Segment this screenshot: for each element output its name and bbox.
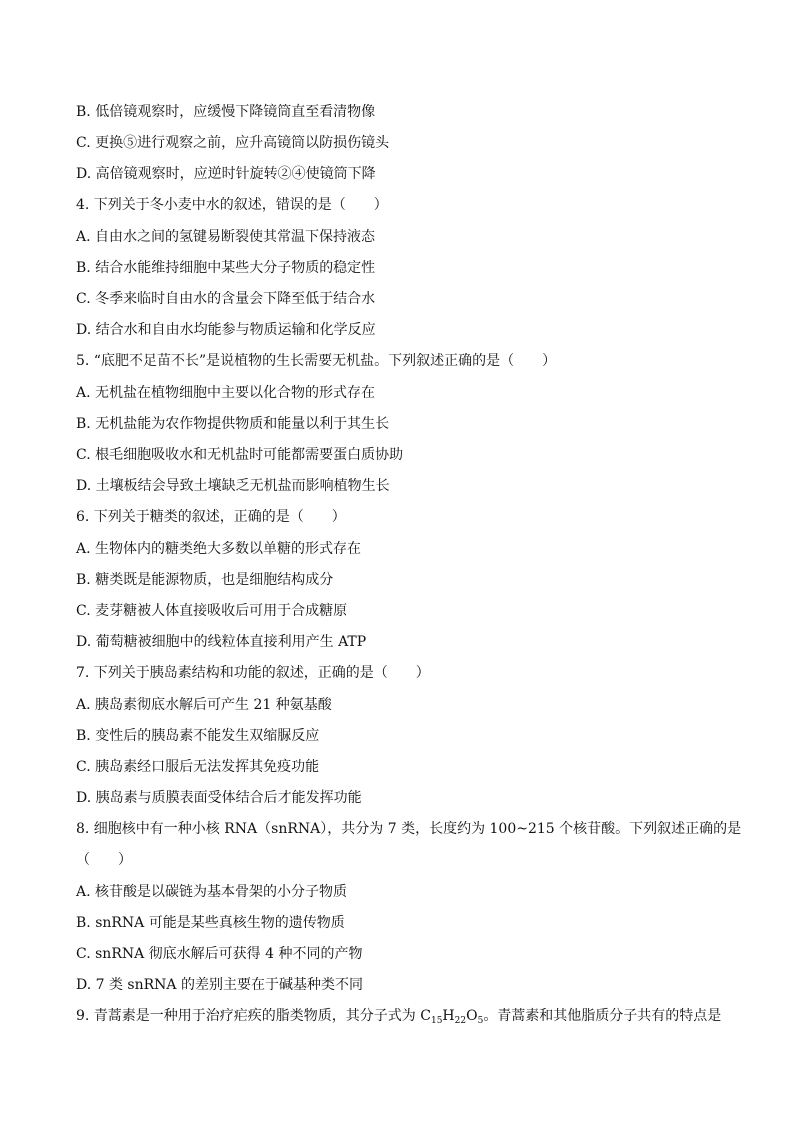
- q8-option-a: A. 核苷酸是以碳链为基本骨架的小分子物质: [76, 884, 348, 900]
- q7-option-d: D. 胰岛素与质膜表面受体结合后才能发挥功能: [76, 790, 362, 806]
- q7-stem: 7. 下列关于胰岛素结构和功能的叙述，正确的是（ ）: [76, 665, 430, 681]
- q3-option-b: B. 低倍镜观察时，应缓慢下降镜筒直至看清物像: [76, 104, 376, 120]
- q4-option-c: C. 冬季来临时自由水的含量会下降至低于结合水: [76, 291, 376, 307]
- q5-option-c: C. 根毛细胞吸收水和无机盐时可能都需要蛋白质协助: [76, 447, 404, 463]
- q8-option-b: B. snRNA 可能是某些真核生物的遗传物质: [76, 915, 345, 931]
- q4-stem: 4. 下列关于冬小麦中水的叙述，错误的是（ ）: [76, 197, 388, 213]
- formula-o: O: [466, 1008, 478, 1024]
- q8-option-d: D. 7 类 snRNA 的差别主要在于碱基种类不同: [76, 977, 363, 993]
- q6-option-c: C. 麦芽糖被人体直接吸收后可用于合成糖原: [76, 603, 348, 619]
- q3-option-c: C. 更换⑤进行观察之前，应升高镜筒以防损伤镜头: [76, 135, 390, 151]
- q9-stem-post: 。青蒿素和其他脂质分子共有的特点是: [483, 1008, 722, 1024]
- q5-option-d: D. 土壤板结会导致土壤缺乏无机盐而影响植物生长: [76, 478, 390, 494]
- q4-option-a: A. 自由水之间的氢键易断裂使其常温下保持液态: [76, 229, 376, 245]
- q6-option-d: D. 葡萄糖被细胞中的线粒体直接利用产生 ATP: [76, 634, 367, 650]
- q7-option-c: C. 胰岛素经口服后无法发挥其免疫功能: [76, 759, 320, 775]
- q8-stem-line2: （ ）: [76, 852, 132, 868]
- formula-h: H: [442, 1008, 455, 1024]
- q9-stem-pre: 9. 青蒿素是一种用于治疗疟疾的脂类物质，其分子式为 C: [76, 1008, 431, 1024]
- formula-subscript-o: 5: [477, 1016, 484, 1026]
- q7-option-a: A. 胰岛素彻底水解后可产生 21 种氨基酸: [76, 697, 332, 713]
- q4-option-d: D. 结合水和自由水均能参与物质运输和化学反应: [76, 322, 376, 338]
- q7-option-b: B. 变性后的胰岛素不能发生双缩脲反应: [76, 728, 320, 744]
- q5-option-b: B. 无机盐能为农作物提供物质和能量以利于其生长: [76, 416, 390, 432]
- q8-stem-line1: 8. 细胞核中有一种小核 RNA（snRNA），共分为 7 类，长度约为 100~215 个核苷酸。下列叙述正确的是: [76, 821, 742, 837]
- formula-subscript-h: 22: [454, 1016, 467, 1026]
- q5-option-a: A. 无机盐在植物细胞中主要以化合物的形式存在: [76, 385, 376, 401]
- q6-option-b: B. 糖类既是能源物质，也是细胞结构成分: [76, 572, 334, 588]
- q6-option-a: A. 生物体内的糖类绝大多数以单糖的形式存在: [76, 541, 362, 557]
- q4-option-b: B. 结合水能维持细胞中某些大分子物质的稳定性: [76, 260, 376, 276]
- q6-stem: 6. 下列关于糖类的叙述，正确的是（ ）: [76, 509, 346, 525]
- q3-option-d: D. 高倍镜观察时，应逆时针旋转②④使镜筒下降: [76, 166, 376, 182]
- q5-stem: 5. “底肥不足苗不长”是说植物的生长需要无机盐。下列叙述正确的是（ ）: [76, 353, 557, 369]
- q9-stem: [76, 1006, 726, 1031]
- q8-option-c: C. snRNA 彻底水解后可获得 4 种不同的产物: [76, 946, 363, 962]
- formula-subscript-c: 15: [430, 1016, 443, 1026]
